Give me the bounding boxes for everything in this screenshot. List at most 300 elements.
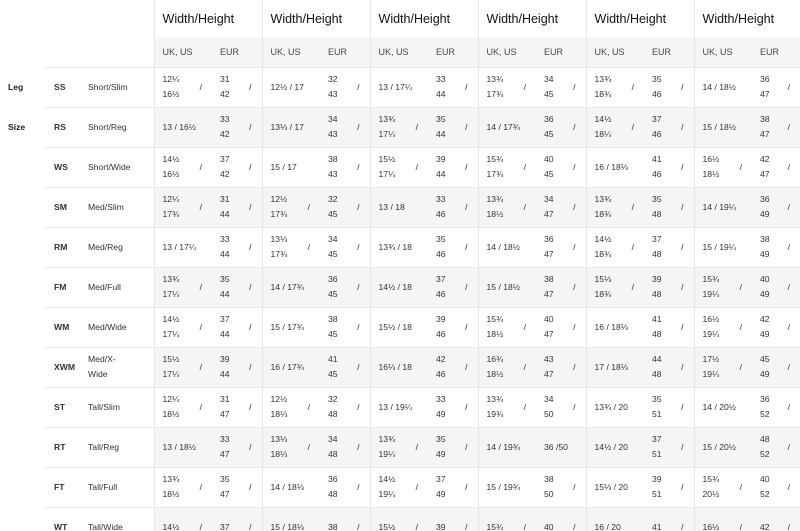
eur-cell: [644, 147, 694, 187]
cell-content: [163, 72, 209, 102]
side-label-empty: [0, 427, 44, 467]
cell-content: [220, 520, 258, 531]
eur-value: 36 45: [328, 274, 338, 299]
uk-us-value: 14 / 19¾: [486, 441, 520, 452]
uk-us-cell: [154, 387, 212, 427]
side-label-empty: [0, 507, 44, 531]
cell-content: [487, 352, 533, 382]
uk-us-header: UK, US: [478, 37, 536, 67]
uk-us-cell: [262, 427, 320, 467]
eur-cell: [212, 187, 262, 227]
uk-us-value: 13⅓ 18⅓: [270, 434, 288, 459]
uk-us-cell: [262, 107, 320, 147]
eur-cell: [536, 67, 586, 107]
uk-us-cell: [478, 147, 536, 187]
cell-content: [220, 432, 258, 462]
cell-content: [703, 520, 749, 531]
uk-us-value: 14 / 18½: [702, 81, 736, 92]
fit-name-text: Short/Wide: [88, 161, 131, 172]
eur-value: 42 49: [760, 314, 770, 339]
width-height-header: Width/Height: [262, 0, 370, 37]
eur-cell: [212, 347, 262, 387]
uk-us-value: 15¾: [486, 521, 504, 531]
fit-name-text: Med/Full: [88, 281, 121, 292]
width-height-header: Width/Height: [370, 0, 478, 37]
cell-content: [652, 472, 690, 502]
eur-cell: [320, 307, 370, 347]
slash-separator: /: [465, 481, 468, 492]
slash-separator: /: [573, 401, 576, 412]
uk-us-value: 16 / 18⅓: [594, 321, 628, 332]
eur-cell: [644, 307, 694, 347]
cell-content: [328, 392, 366, 422]
eur-value: 36 47: [760, 74, 770, 99]
slash-separator: /: [573, 201, 576, 212]
cell-content: [328, 152, 366, 182]
cell-content: [220, 232, 258, 262]
cell-content: [271, 232, 317, 262]
eur-value: 35 46: [652, 74, 662, 99]
uk-us-cell: [262, 387, 320, 427]
cell-content: [544, 152, 582, 182]
leg-code: SS: [44, 67, 84, 107]
eur-value: 33 42: [220, 114, 230, 139]
eur-cell: [536, 147, 586, 187]
eur-cell: [428, 427, 478, 467]
slash-separator: /: [523, 361, 527, 372]
uk-us-value: 15½ / 18: [378, 321, 412, 332]
uk-us-cell: [154, 507, 212, 531]
cell-content: [652, 432, 690, 462]
slash-separator: /: [739, 281, 743, 292]
fit-name: [84, 347, 154, 387]
cell-content: [271, 480, 317, 495]
uk-us-cell: [262, 507, 320, 531]
uk-us-value: 14½ / 18: [378, 281, 412, 292]
table-row: [0, 387, 800, 427]
cell-content: [544, 392, 582, 422]
cell-content: [544, 312, 582, 342]
uk-us-value: 16⅓ / 18: [378, 361, 412, 372]
cell-content: [487, 312, 533, 342]
eur-value: 39 44: [220, 354, 230, 379]
uk-us-cell: [478, 347, 536, 387]
cell-content: [163, 240, 209, 255]
uk-us-cell: [262, 147, 320, 187]
uk-us-cell: [586, 187, 644, 227]
cell-content: [595, 320, 641, 335]
table-row: [0, 107, 800, 147]
slash-separator: /: [631, 281, 635, 292]
cell-content: [703, 240, 749, 255]
leg-code: FT: [44, 467, 84, 507]
leg-code: RS: [44, 107, 84, 147]
slash-separator: /: [415, 121, 419, 132]
eur-cell: [752, 387, 800, 427]
cell-content: [487, 240, 533, 255]
side-label-empty: [0, 307, 44, 347]
side-label-empty: [0, 347, 44, 387]
eur-value: 36 47: [544, 234, 554, 259]
cell-content: [595, 272, 641, 302]
eur-value: 37 46: [436, 274, 446, 299]
eur-cell: [752, 427, 800, 467]
fit-name: [84, 427, 154, 467]
fit-name: [84, 467, 154, 507]
slash-separator: /: [249, 81, 252, 92]
eur-value: 35 46: [436, 234, 446, 259]
cell-content: [379, 112, 425, 142]
eur-value: 38 47: [760, 114, 770, 139]
leg-code: RM: [44, 227, 84, 267]
slash-separator: /: [357, 281, 360, 292]
eur-value: 38 45: [328, 314, 338, 339]
uk-us-cell: [694, 147, 752, 187]
slash-separator: /: [465, 401, 468, 412]
eur-cell: [644, 107, 694, 147]
fit-name: [84, 507, 154, 531]
cell-content: [703, 272, 749, 302]
cell-content: [436, 72, 474, 102]
cell-content: [220, 72, 258, 102]
eur-value: 31 47: [220, 394, 230, 419]
eur-value: 36 45: [544, 114, 554, 139]
slash-separator: /: [307, 441, 311, 452]
uk-us-cell: [154, 467, 212, 507]
table-row: [0, 147, 800, 187]
uk-us-value: 14 / 20½: [702, 401, 736, 412]
eur-value: 34 45: [328, 234, 338, 259]
eur-cell: [536, 227, 586, 267]
slash-separator: /: [739, 321, 743, 332]
uk-us-value: 13¾ 17¼: [378, 114, 396, 139]
uk-us-cell: [586, 307, 644, 347]
uk-us-value: 14 / 17¾: [270, 281, 304, 292]
uk-us-value: 15 / 19¾: [486, 481, 520, 492]
eur-cell: [428, 67, 478, 107]
uk-us-cell: [262, 227, 320, 267]
width-height-header: Width/Height: [694, 0, 800, 37]
uk-us-cell: [694, 507, 752, 531]
cell-content: [703, 312, 749, 342]
side-label-empty: [0, 387, 44, 427]
eur-cell: [320, 467, 370, 507]
eur-cell: [320, 227, 370, 267]
cell-content: [163, 352, 209, 382]
uk-us-cell: [370, 227, 428, 267]
slash-separator: /: [573, 321, 576, 332]
cell-content: [163, 312, 209, 342]
eur-value: 35 44: [436, 114, 446, 139]
uk-us-cell: [694, 67, 752, 107]
eur-value: 33 44: [436, 74, 446, 99]
eur-cell: [212, 67, 262, 107]
uk-us-value: 13¾ 18¾: [594, 194, 612, 219]
eur-value: 41 48: [652, 314, 662, 339]
eur-cell: [428, 307, 478, 347]
eur-header: EUR: [212, 37, 262, 67]
eur-value: 38 49: [760, 234, 770, 259]
eur-cell: [644, 507, 694, 531]
cell-content: [703, 200, 749, 215]
cell-content: [436, 112, 474, 142]
eur-cell: [428, 147, 478, 187]
cell-content: [595, 400, 641, 415]
uk-us-value: 14½ 17¼: [162, 314, 180, 339]
uk-us-cell: [154, 187, 212, 227]
cell-content: [652, 72, 690, 102]
cell-content: [760, 392, 796, 422]
slash-separator: /: [631, 241, 635, 252]
uk-us-cell: [478, 107, 536, 147]
leg-code: RT: [44, 427, 84, 467]
eur-cell: [536, 507, 586, 531]
eur-cell: [320, 387, 370, 427]
cell-content: [328, 192, 366, 222]
eur-cell: [212, 107, 262, 147]
eur-cell: [320, 187, 370, 227]
uk-us-header: UK, US: [694, 37, 752, 67]
side-label-empty: [0, 147, 44, 187]
eur-cell: [320, 147, 370, 187]
slash-separator: /: [631, 121, 635, 132]
uk-us-cell: [694, 387, 752, 427]
uk-us-value: 12½ / 17: [270, 81, 304, 92]
slash-separator: /: [199, 201, 203, 212]
slash-separator: /: [787, 81, 791, 92]
cell-content: [328, 432, 366, 462]
cell-content: [328, 472, 366, 502]
eur-header: EUR: [428, 37, 478, 67]
uk-us-cell: [370, 427, 428, 467]
eur-value: 38 43: [328, 154, 338, 179]
eur-cell: [212, 307, 262, 347]
cell-content: [544, 232, 582, 262]
uk-us-cell: [694, 467, 752, 507]
uk-us-cell: [478, 427, 536, 467]
cell-content: [220, 192, 258, 222]
eur-header: EUR: [320, 37, 370, 67]
slash-separator: /: [357, 121, 360, 132]
cell-content: [544, 72, 582, 102]
cell-content: [436, 192, 474, 222]
unit-corner: [0, 37, 154, 67]
cell-content: [760, 312, 796, 342]
uk-us-cell: [262, 347, 320, 387]
cell-content: [487, 520, 533, 531]
cell-content: [328, 112, 366, 142]
cell-content: [436, 520, 474, 531]
cell-content: [163, 152, 209, 182]
cell-content: [652, 112, 690, 142]
uk-us-cell: [586, 267, 644, 307]
eur-value: 35 44: [220, 274, 230, 299]
uk-us-cell: [370, 147, 428, 187]
slash-separator: /: [199, 281, 203, 292]
slash-separator: /: [249, 401, 252, 412]
uk-us-cell: [694, 307, 752, 347]
slash-separator: /: [357, 241, 360, 252]
slash-separator: /: [357, 401, 360, 412]
cell-content: [595, 520, 641, 531]
uk-us-value: 14 / 17¾: [486, 121, 520, 132]
side-label-empty: [0, 227, 44, 267]
cell-content: [760, 152, 796, 182]
cell-content: [760, 112, 796, 142]
uk-us-cell: [154, 107, 212, 147]
uk-us-cell: [586, 427, 644, 467]
cell-content: [220, 272, 258, 302]
cell-content: [652, 192, 690, 222]
uk-us-value: 13⅓ / 17: [270, 121, 304, 132]
cell-content: [379, 472, 425, 502]
eur-value: 32 43: [328, 74, 338, 99]
side-label-empty: [0, 187, 44, 227]
cell-content: [271, 280, 317, 295]
cell-content: [595, 72, 641, 102]
uk-us-value: 13⅓ 17¾: [270, 234, 288, 259]
slash-separator: /: [465, 441, 468, 452]
slash-separator: /: [465, 321, 468, 332]
eur-cell: [644, 347, 694, 387]
eur-value: 39 46: [436, 314, 446, 339]
eur-cell: [428, 107, 478, 147]
eur-cell: [536, 107, 586, 147]
uk-us-cell: [478, 467, 536, 507]
cell-content: [436, 152, 474, 182]
uk-us-value: 16 / 20: [594, 521, 621, 531]
table-row: [0, 187, 800, 227]
slash-separator: /: [681, 281, 684, 292]
slash-separator: /: [465, 281, 468, 292]
cell-content: [595, 192, 641, 222]
eur-header: EUR: [752, 37, 800, 67]
uk-us-value: 14½ 19¼: [378, 474, 396, 499]
table-row: [0, 307, 800, 347]
header-corner: [0, 0, 154, 37]
uk-us-value: 14½ / 20: [594, 441, 628, 452]
eur-cell: [428, 227, 478, 267]
uk-us-value: 15¾ 17¾: [486, 154, 504, 179]
side-label-empty: [0, 267, 44, 307]
slash-separator: /: [357, 321, 360, 332]
eur-value: 43 47: [544, 354, 554, 379]
eur-value: 35 51: [652, 394, 662, 419]
uk-us-cell: [154, 67, 212, 107]
eur-value: 31 42: [220, 74, 230, 99]
uk-us-cell: [370, 467, 428, 507]
cell-content: [220, 312, 258, 342]
eur-cell: [536, 347, 586, 387]
eur-cell: [644, 267, 694, 307]
fit-name-text: Short/Slim: [88, 81, 128, 92]
fit-name: [84, 307, 154, 347]
leg-label: Leg: [8, 81, 24, 92]
cell-content: [220, 152, 258, 182]
cell-content: [760, 472, 796, 502]
cell-content: [487, 392, 533, 422]
eur-cell: [428, 187, 478, 227]
slash-separator: /: [465, 161, 468, 172]
cell-content: [487, 120, 533, 135]
uk-us-value: 12½ 17¾: [270, 194, 288, 219]
fit-name-text: Tall/Wide: [88, 521, 123, 531]
cell-content: [652, 520, 690, 531]
slash-separator: /: [415, 441, 419, 452]
slash-separator: /: [357, 201, 360, 212]
uk-us-cell: [154, 267, 212, 307]
slash-separator: /: [573, 481, 576, 492]
eur-value: 36 49: [760, 194, 770, 219]
uk-us-cell: [694, 267, 752, 307]
cell-content: [487, 280, 533, 295]
cell-content: [379, 80, 425, 95]
uk-us-value: 13 / 19¼: [378, 401, 412, 412]
cell-content: [544, 112, 582, 142]
slash-separator: /: [739, 161, 743, 172]
uk-us-value: 13 / 16½: [162, 121, 196, 132]
slash-separator: /: [523, 81, 527, 92]
cell-content: [379, 360, 425, 375]
slash-separator: /: [787, 321, 791, 332]
slash-separator: /: [249, 441, 252, 452]
eur-cell: [644, 67, 694, 107]
slash-separator: /: [357, 441, 360, 452]
cell-content: [379, 400, 425, 415]
fit-name-text: Med/Wide: [88, 321, 127, 332]
eur-cell: [428, 507, 478, 531]
slash-separator: /: [787, 441, 791, 452]
slash-separator: /: [357, 521, 360, 531]
slash-separator: /: [573, 281, 576, 292]
uk-us-value: 15 / 18½: [486, 281, 520, 292]
uk-us-cell: [586, 507, 644, 531]
cell-content: [271, 320, 317, 335]
uk-us-cell: [586, 467, 644, 507]
slash-separator: /: [465, 241, 468, 252]
cell-content: [703, 120, 749, 135]
uk-us-cell: [694, 187, 752, 227]
fit-name-text: Med/Slim: [88, 201, 124, 212]
eur-value: 38: [328, 521, 338, 531]
uk-us-cell: [694, 347, 752, 387]
uk-us-header: UK, US: [262, 37, 320, 67]
slash-separator: /: [249, 121, 252, 132]
uk-us-value: 13 / 18: [378, 201, 405, 212]
uk-us-cell: [370, 107, 428, 147]
slash-separator: /: [631, 201, 635, 212]
slash-separator: /: [573, 81, 576, 92]
cell-content: [379, 280, 425, 295]
eur-cell: [320, 267, 370, 307]
eur-cell: [752, 507, 800, 531]
slash-separator: /: [681, 161, 684, 172]
uk-us-cell: [586, 387, 644, 427]
cell-content: [595, 480, 641, 495]
table-row: [0, 427, 800, 467]
eur-value: 32 48: [328, 394, 338, 419]
cell-content: [652, 352, 690, 382]
cell-content: [328, 520, 366, 531]
fit-name-text: Med/Reg: [88, 241, 123, 252]
uk-us-value: 13¾ 17¼: [162, 274, 180, 299]
slash-separator: /: [415, 161, 419, 172]
eur-value: 39 51: [652, 474, 662, 499]
cell-content: [544, 440, 582, 455]
slash-separator: /: [631, 81, 635, 92]
eur-cell: [752, 347, 800, 387]
eur-cell: [536, 267, 586, 307]
